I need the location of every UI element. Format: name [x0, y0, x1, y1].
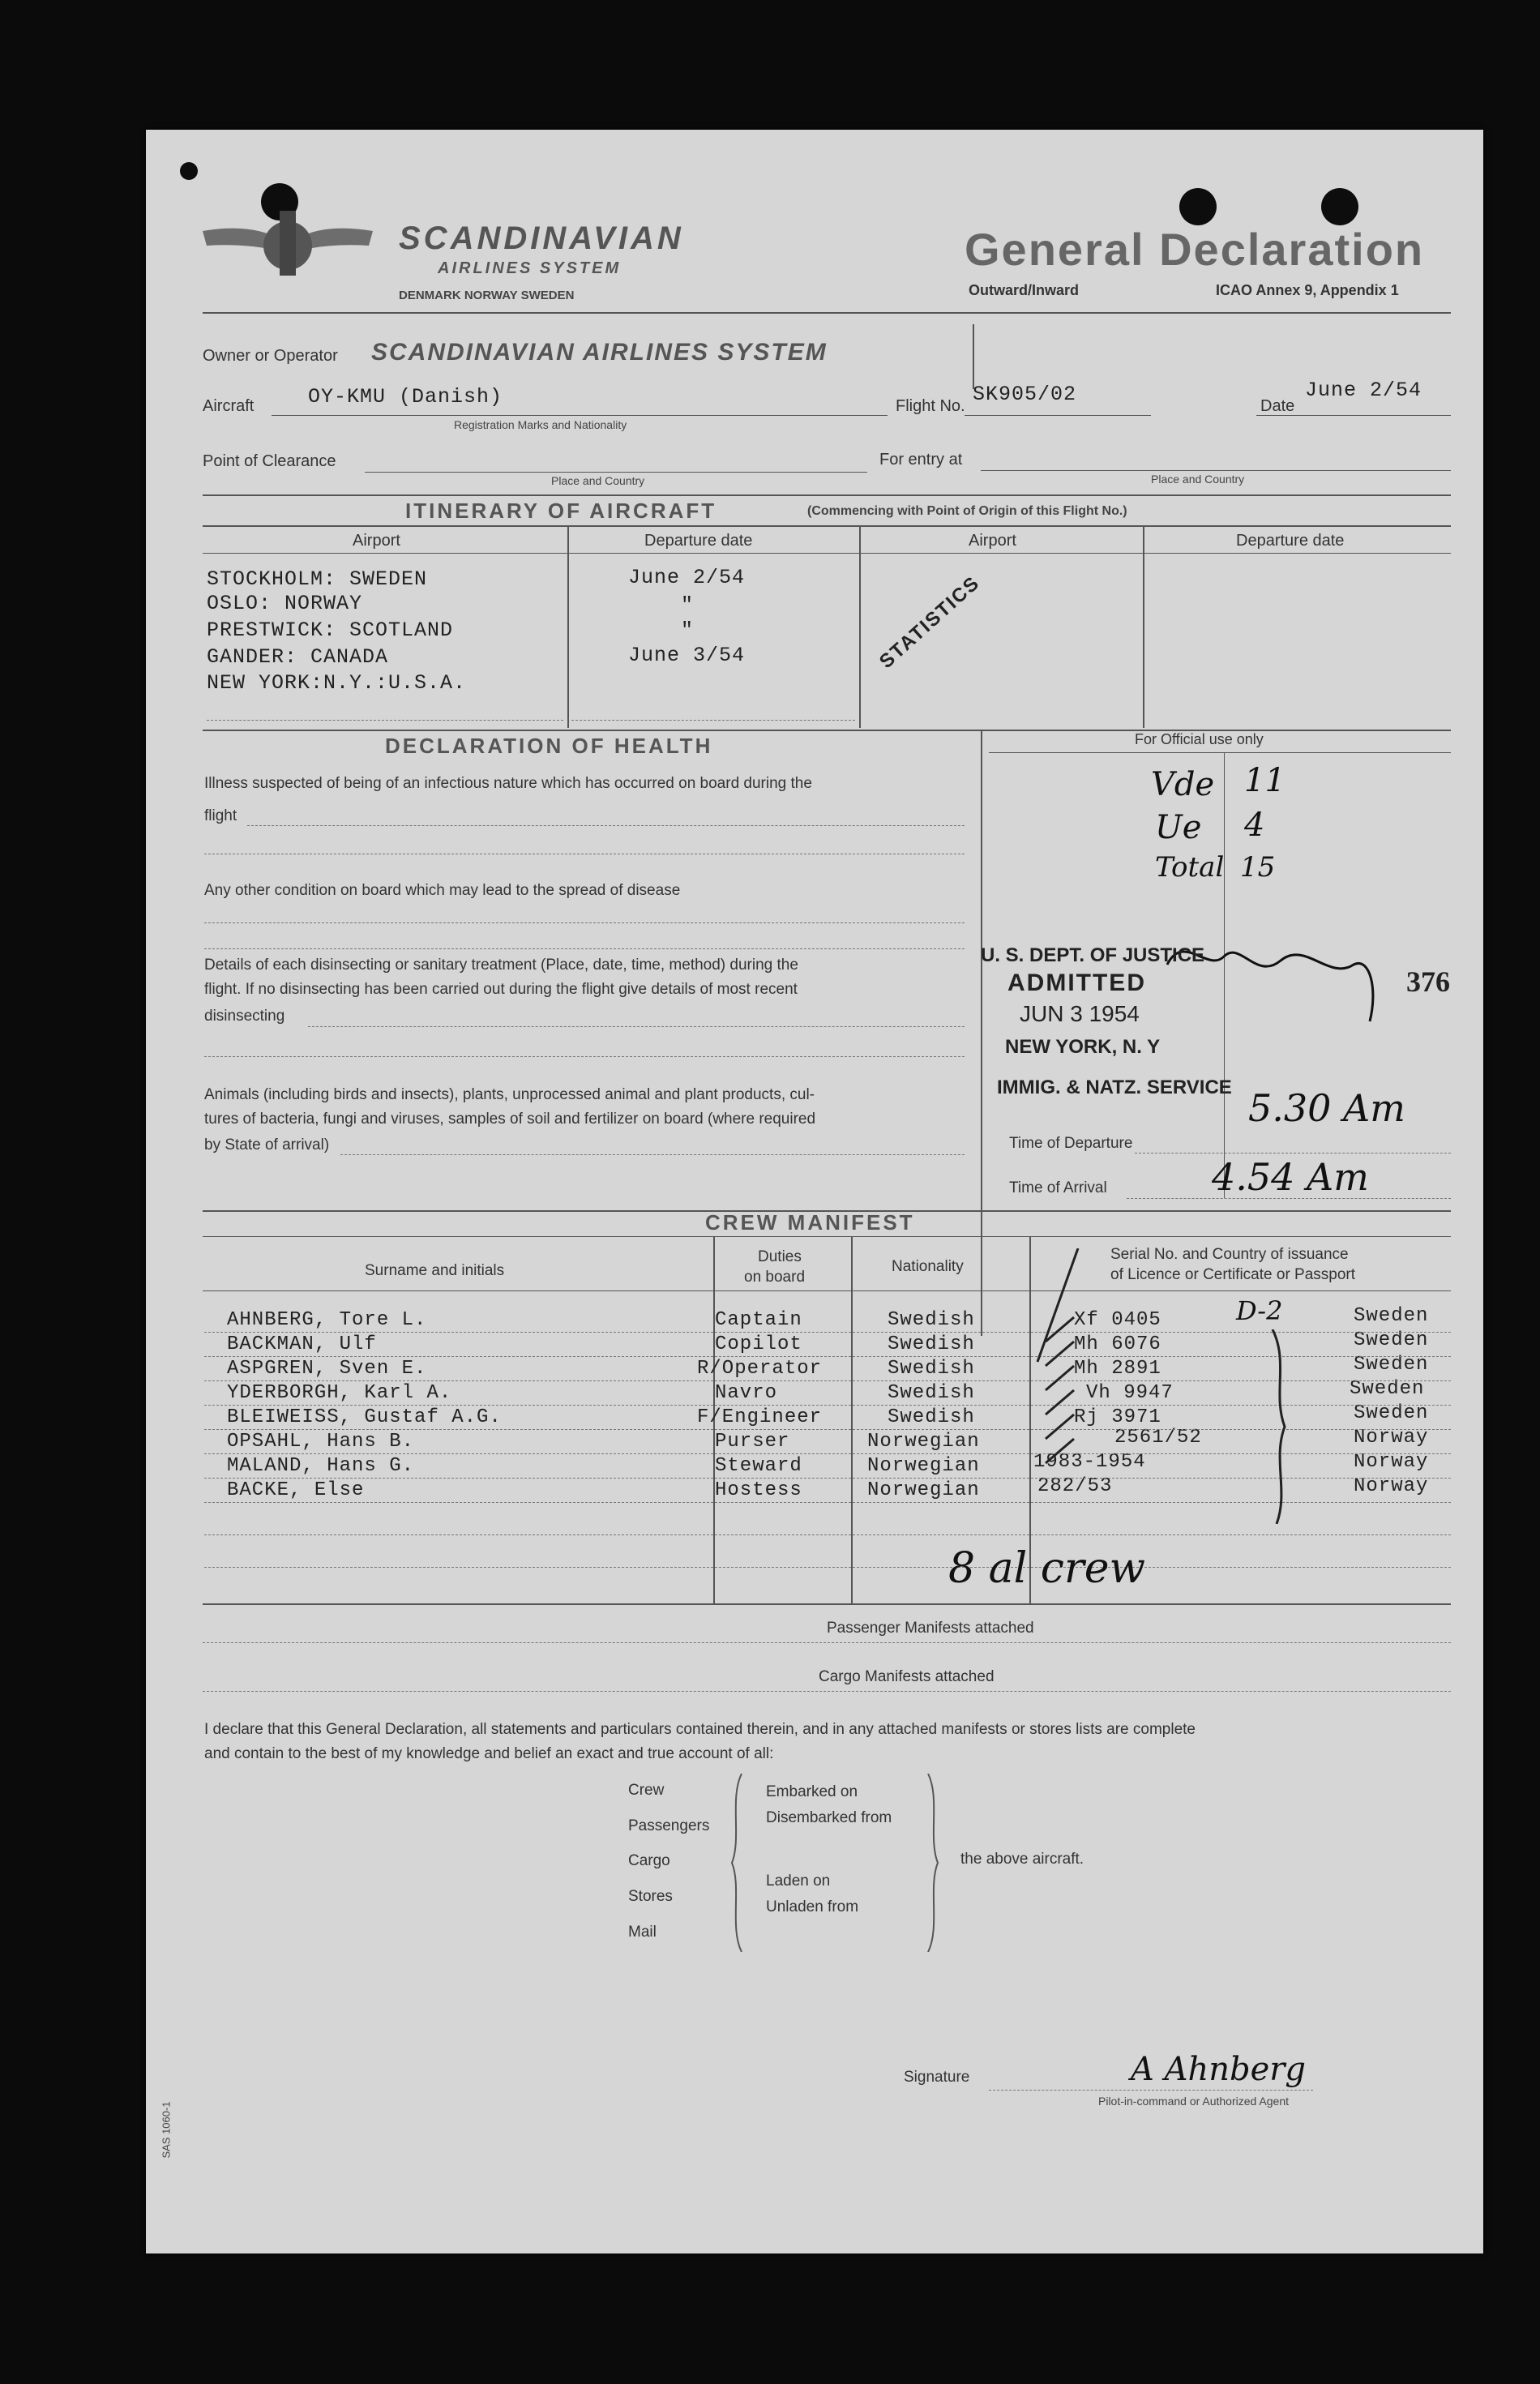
crew-duty: Copilot: [715, 1333, 802, 1355]
crew-duty: Steward: [715, 1455, 802, 1477]
crew-nationality: Swedish: [888, 1333, 975, 1355]
crew-check-marks-icon: [1029, 1248, 1094, 1492]
crew-serial: Rj 3971: [1074, 1406, 1161, 1428]
immigration-stamp-line2: ADMITTED: [1007, 969, 1146, 996]
crew-nationality: Swedish: [888, 1309, 975, 1331]
aircraft-caption: Registration Marks and Nationality: [454, 418, 627, 431]
flight-label: Flight No.: [896, 397, 965, 415]
crew-nationality: Norwegian: [867, 1479, 980, 1501]
crew-country: Sweden: [1350, 1378, 1425, 1400]
crew-duty: Purser: [715, 1431, 790, 1453]
declaration-text-line2: and contain to the best of my knowledge and belief an exact and true account of all:: [204, 1745, 774, 1762]
itinerary-col-date-1: Departure date: [644, 532, 753, 550]
date-value: June 2/54: [1305, 379, 1422, 402]
declaration-item: Mail: [628, 1924, 657, 1941]
itinerary-col-date-2: Departure date: [1236, 532, 1345, 550]
crew-duty: Navro: [715, 1382, 778, 1404]
declaration-item: Passengers: [628, 1817, 710, 1834]
itinerary-airport: NEW YORK:N.Y.:U.S.A.: [207, 671, 467, 695]
above-aircraft-label: the above aircraft.: [960, 1851, 1084, 1868]
crew-nationality: Swedish: [888, 1382, 975, 1404]
crew-col-duties: Duties: [758, 1248, 802, 1265]
crew-name: BLEIWEISS, Gustaf A.G.: [227, 1406, 502, 1428]
airline-logo-icon: [203, 207, 373, 284]
itinerary-date: June 3/54: [628, 644, 746, 667]
punch-hole: [1321, 188, 1358, 225]
crew-name: BACKMAN, Ulf: [227, 1333, 377, 1355]
form-title: General Declaration: [965, 224, 1425, 275]
health-q1-line1: Illness suspected of being of an infectious nature which has occurred on board during the: [204, 775, 812, 792]
itinerary-airport: PRESTWICK: SCOTLAND: [207, 618, 454, 642]
itinerary-date: June 2/54: [628, 566, 746, 589]
unladen-label: Unladen from: [766, 1898, 859, 1915]
punch-hole: [1179, 188, 1217, 225]
crew-nationality: Norwegian: [867, 1431, 980, 1453]
crew-serial: Vh 9947: [1086, 1382, 1174, 1404]
itinerary-airport: GANDER: CANADA: [207, 645, 389, 669]
health-q4-line2: tures of bacteria, fungi and viruses, samples of soil and fertilizer on board (where required: [204, 1111, 816, 1128]
official-title: For Official use only: [1135, 731, 1264, 747]
declaration-bracket-icon: [924, 1774, 940, 1952]
aircraft-value: OY-KMU (Danish): [308, 385, 503, 409]
crew-duty: Hostess: [715, 1479, 802, 1501]
immigration-stamp-line1: U. S. DEPT. OF JUSTICE: [981, 944, 1205, 966]
immigration-stamp-line5: IMMIG. & NATZ. SERVICE: [997, 1076, 1232, 1098]
health-q3-line2: flight. If no disinsecting has been carried out during the flight give details of most recent: [204, 981, 798, 998]
crew-duty: F/Engineer: [697, 1406, 823, 1428]
crew-name: BACKE, Else: [227, 1479, 365, 1501]
crew-nationality: Swedish: [888, 1358, 975, 1380]
crew-serial: Mh 2891: [1074, 1358, 1161, 1380]
itinerary-col-airport-2: Airport: [969, 532, 1016, 550]
crew-name: AHNBERG, Tore L.: [227, 1309, 427, 1331]
itinerary-airport: STOCKHOLM: SWEDEN: [207, 567, 428, 591]
aircraft-label: Aircraft: [203, 397, 255, 415]
crew-name: ASPGREN, Sven E.: [227, 1358, 427, 1380]
owner-value: SCANDINAVIAN AIRLINES SYSTEM: [371, 339, 828, 366]
owner-label: Owner or Operator: [203, 347, 338, 365]
entry-label: For entry at: [879, 451, 963, 469]
crew-name: YDERBORGH, Karl A.: [227, 1382, 452, 1404]
crew-country: Norway: [1354, 1427, 1429, 1449]
departure-time-value: 5.30 Am: [1248, 1086, 1405, 1130]
immigration-stamp-line3: JUN 3 1954: [1020, 1001, 1140, 1026]
itinerary-title: ITINERARY OF AIRCRAFT: [405, 499, 717, 523]
clearance-caption: Place and Country: [551, 474, 645, 487]
form-subtitle-left: Outward/Inward: [969, 282, 1080, 298]
company-name-line1: SCANDINAVIAN: [399, 220, 684, 256]
crew-country: Norway: [1354, 1451, 1429, 1473]
cargo-manifest-label: Cargo Manifests attached: [819, 1668, 995, 1685]
crew-nationality: Swedish: [888, 1406, 975, 1428]
entry-caption: Place and Country: [1151, 473, 1245, 486]
crew-country: Sweden: [1354, 1402, 1429, 1424]
crew-nationality: Norwegian: [867, 1455, 980, 1477]
arrival-time-label: Time of Arrival: [1009, 1179, 1107, 1196]
health-q4-line1: Animals (including birds and insects), plants, unprocessed animal and plant products, cul-: [204, 1086, 815, 1103]
crew-col-nationality: Nationality: [892, 1258, 964, 1275]
official-note-label: Total: [1155, 851, 1225, 884]
declaration-text-line1: I declare that this General Declaration, all statements and particulars contained therein, and in any attached manifests or stores lists are complete: [204, 1721, 1196, 1738]
health-title: DECLARATION OF HEALTH: [385, 734, 713, 758]
crew-serial: Mh 6076: [1074, 1333, 1161, 1355]
crew-col-serial: Serial No. and Country of issuance: [1110, 1246, 1349, 1263]
clearance-label: Point of Clearance: [203, 452, 336, 470]
disembarked-label: Disembarked from: [766, 1809, 892, 1826]
itinerary-airport: OSLO: NORWAY: [207, 592, 363, 615]
company-countries: DENMARK NORWAY SWEDEN: [399, 289, 575, 302]
immigration-stamp-line4: NEW YORK, N. Y: [1005, 1036, 1161, 1058]
departure-time-label: Time of Departure: [1009, 1135, 1133, 1152]
itinerary-col-airport-1: Airport: [353, 532, 400, 550]
official-note-label: Ue: [1155, 809, 1202, 846]
crew-serial: 282/53: [1037, 1475, 1113, 1497]
declaration-item: Stores: [628, 1888, 673, 1905]
declaration-form: [146, 130, 1483, 2253]
official-note-value: 11: [1244, 762, 1285, 799]
statistics-stamp: STATISTICS: [875, 571, 985, 674]
crew-country: Sweden: [1354, 1329, 1429, 1351]
form-subtitle-right: ICAO Annex 9, Appendix 1: [1216, 282, 1399, 298]
health-q3-line3: disinsecting: [204, 1008, 285, 1025]
crew-name: MALAND, Hans G.: [227, 1455, 415, 1477]
crew-serial: 1983-1954: [1033, 1451, 1146, 1473]
declaration-item: Cargo: [628, 1852, 670, 1869]
crew-col-name: Surname and initials: [365, 1262, 505, 1279]
signature-label: Signature: [904, 2069, 970, 2086]
signature-value: A Ahnberg: [1131, 2051, 1307, 2088]
embarked-label: Embarked on: [766, 1783, 858, 1800]
laden-label: Laden on: [766, 1873, 831, 1890]
document-number: 376: [1406, 965, 1450, 998]
health-q3-line1: Details of each disinsecting or sanitary treatment (Place, date, time, method) during the: [204, 957, 798, 974]
crew-duty: Captain: [715, 1309, 802, 1331]
official-note-value: 15: [1240, 851, 1276, 884]
passenger-manifest-label: Passenger Manifests attached: [827, 1620, 1034, 1637]
crew-duty: R/Operator: [697, 1358, 823, 1380]
itinerary-date: ": [681, 618, 695, 642]
health-q2: Any other condition on board which may lead to the spread of disease: [204, 882, 681, 899]
crew-bracket-icon: [1268, 1329, 1293, 1524]
crew-country: Sweden: [1354, 1305, 1429, 1327]
crew-serial: Xf 0405: [1074, 1309, 1161, 1331]
crew-name: OPSAHL, Hans B.: [227, 1431, 415, 1453]
date-label: Date: [1260, 397, 1295, 415]
crew-title: CREW MANIFEST: [705, 1210, 915, 1235]
crew-hand-note: D-2: [1236, 1295, 1283, 1326]
itinerary-date: ": [681, 593, 695, 617]
official-note-label: Vde: [1151, 766, 1215, 803]
crew-col-duties: on board: [744, 1269, 806, 1286]
flight-value: SK905/02: [973, 383, 1077, 406]
declaration-bracket-icon: [729, 1774, 746, 1952]
arrival-time-value: 4.54 Am: [1212, 1155, 1369, 1199]
form-number: SAS 1060-1: [160, 2101, 173, 2159]
company-name-line2: AIRLINES SYSTEM: [438, 259, 622, 277]
declaration-item: Crew: [628, 1782, 665, 1799]
signature-caption: Pilot-in-command or Authorized Agent: [1098, 2095, 1290, 2108]
crew-country: Norway: [1354, 1475, 1429, 1497]
health-q1-line2: flight: [204, 807, 237, 824]
health-q4-line3: by State of arrival): [204, 1136, 330, 1153]
punch-hole: [180, 162, 198, 180]
crew-col-serial: of Licence or Certificate or Passport: [1110, 1266, 1356, 1283]
crew-country: Sweden: [1354, 1354, 1429, 1376]
crew-footer-note: 8 al crew: [948, 1544, 1146, 1593]
official-note-value: 4: [1244, 807, 1265, 844]
crew-serial: 2561/52: [1114, 1427, 1202, 1449]
itinerary-note: (Commencing with Point of Origin of this Flight No.): [807, 504, 1127, 518]
